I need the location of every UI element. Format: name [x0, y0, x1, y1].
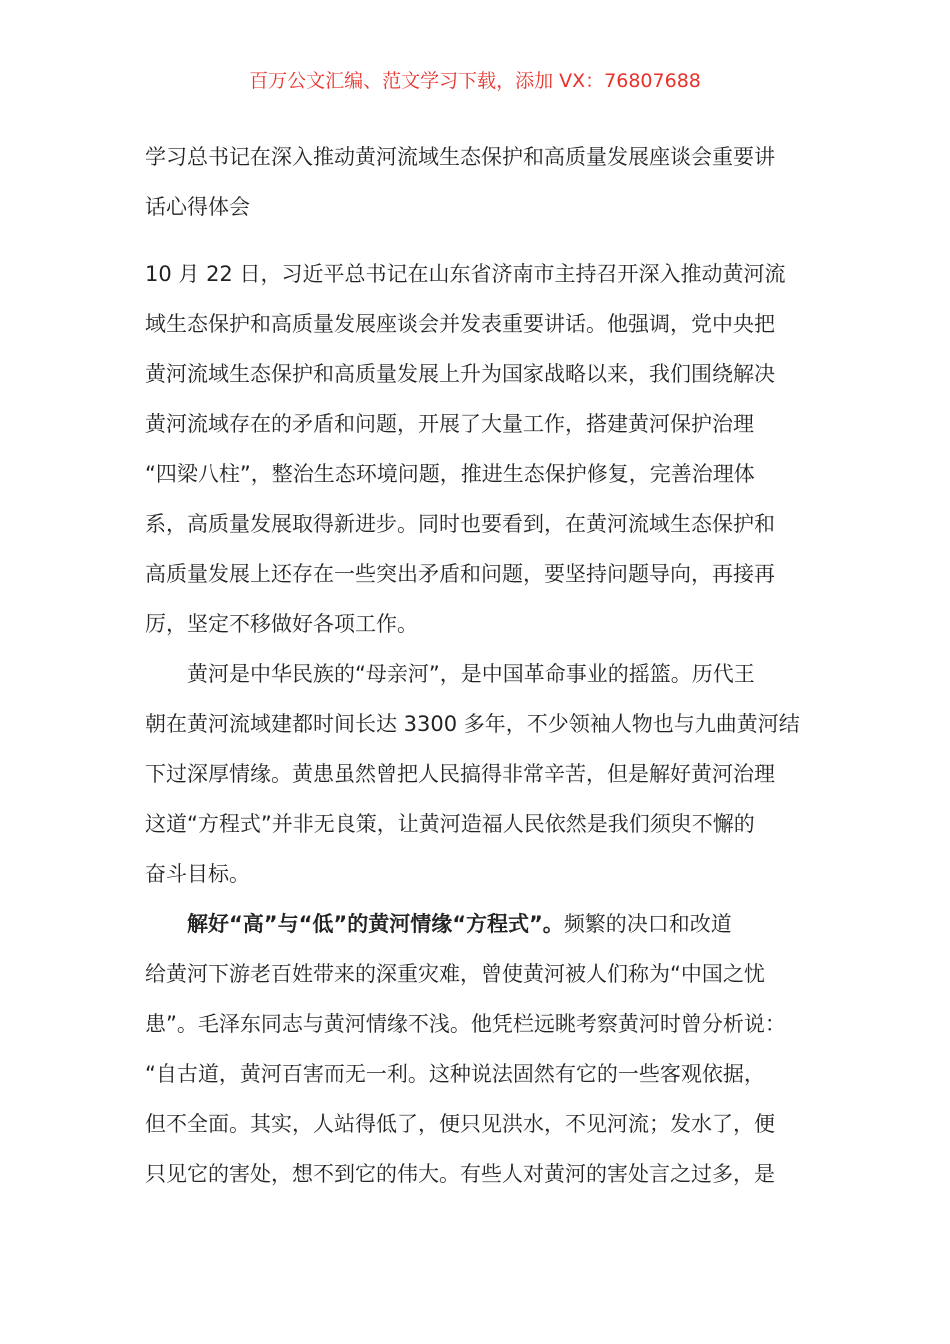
paragraph-line: 只见它的害处，想不到它的伟大。有些人对黄河的害处言之过多，是: [145, 1162, 775, 1186]
paragraph-mother-river: [145, 649, 810, 899]
paragraph-line: “自古道，黄河百害而无一利。这种说法固然有它的一些客观依据，: [145, 1062, 765, 1086]
paragraph-line: 但不全面。其实，人站得低了，便只见洪水，不见河流；发水了，便: [145, 1112, 775, 1136]
paragraph-line: 黄河流域存在的矛盾和问题，开展了大量工作，搭建黄河保护治理: [145, 412, 754, 436]
paragraph-intro: [145, 249, 810, 649]
paragraph-line: 给黄河下游老百姓带来的深重灾难，曾使黄河被人们称为“中国之忧: [145, 962, 765, 986]
article-title: [145, 132, 805, 232]
paragraph-line: 下过深厚情缘。黄患虽然曾把人民搞得非常辛苦，但是解好黄河治理: [145, 762, 775, 786]
paragraph-line: 域生态保护和高质量发展座谈会并发表重要讲话。他强调，党中央把: [145, 312, 775, 336]
paragraph-line: 这道“方程式”并非无良策，让黄河造福人民依然是我们须臾不懈的: [145, 812, 755, 836]
paragraph-equation: [145, 899, 810, 1199]
title-line: 话心得体会: [145, 195, 250, 219]
paragraph-line: 系，高质量发展取得新进步。同时也要看到，在黄河流域生态保护和: [145, 512, 775, 536]
paragraph-first-line: [145, 899, 810, 949]
paragraph-line: “四梁八柱”，整治生态环境问题，推进生态保护修复，完善治理体: [145, 462, 755, 486]
section-heading: 解好“高”与“低”的黄河情缘“方程式”。: [187, 912, 564, 936]
title-line: 学习总书记在深入推动黄河流域生态保护和高质量发展座谈会重要讲: [145, 145, 775, 169]
paragraph-line: 黄河是中华民族的“母亲河”，是中国革命事业的摇篮。历代王: [187, 662, 755, 686]
paragraph-line: 厉，坚定不移做好各项工作。: [145, 612, 418, 636]
paragraph-line: 奋斗目标。: [145, 862, 250, 886]
paragraph-line: 高质量发展上还存在一些突出矛盾和问题，要坚持问题导向，再接再: [145, 562, 775, 586]
article-body: [145, 249, 810, 1199]
paragraph-line: 黄河流域生态保护和高质量发展上升为国家战略以来，我们围绕解决: [145, 362, 775, 386]
promo-banner: 百万公文汇编、范文学习下载，添加 VX：76807688: [249, 70, 701, 92]
paragraph-line: 10 月 22 日，习近平总书记在山东省济南市主持召开深入推动黄河流: [145, 262, 786, 286]
paragraph-line-rest: 频繁的决口和改道: [563, 912, 732, 936]
paragraph-line: 朝在黄河流域建都时间长达 3300 多年，不少领袖人物也与九曲黄河结: [145, 712, 800, 736]
paragraph-line: 患”。毛泽东同志与黄河情缘不浅。他凭栏远眺考察黄河时曾分析说：: [145, 1012, 786, 1036]
